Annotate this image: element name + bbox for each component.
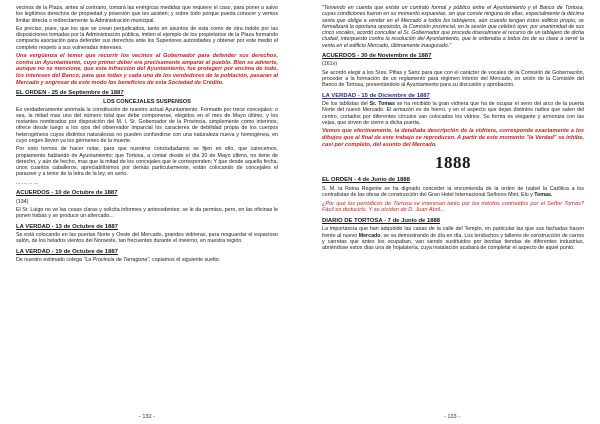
paragraph	[322, 101, 584, 126]
page-number-right: - 133 -	[443, 414, 461, 420]
editor-note: Una vergüenza el temer que recurrir los vecinos al Gobernador para defender sus derechos, contra un Ayuntamiento, cuyo primer deber era precisamente amparar al pueblo. Bien se advierte, aunque no se mencione, que esta infracción del Ayuntamiento, fue protegerr por encima de todo, los intereses del Banco, para que todas y cada uno de los vendedores de la población, pasaran al Mercado y engrosar de este modo los beneficios de esta Sociedad de Crédito.	[16, 53, 278, 86]
text-run: , se va demostrando de día en día. Los tenduchos y talleres de construcción de carros y carretas que antes los ocupaban, van siendo sustituidos por bonitas tiendas de diferentes industrias, abriéndose estos días una de hojalatería, cuya instalación acabará de completar el aspecto de aquel punto.	[322, 232, 584, 252]
text-run: , copiamos el siguiente suelto:	[149, 257, 221, 264]
section-heading: LA VERDAD - 13 de Octubre de 1887	[16, 223, 118, 230]
year-heading: 1888	[435, 153, 471, 173]
section-heading: DIARIO DE TORTOSA - 7 de Junio de 1888	[322, 217, 441, 224]
text-run: La importancia que han adquirido las casas de la calle del Templo, en particular las que sus fachadas hacen frente al nuevo	[322, 226, 584, 239]
page-number-left: - 132 -	[138, 414, 156, 420]
paragraph: Se acordó elegir a los Sres. Pifias y Sanz para que con el carácter de vocales de la Comisión de Gobernación, proceder a la formación de un reglamento para régimen interior del Mercado, en unión de la Comisión del Banco de Tortosa, presentándolo al Ayuntamiento para su discusión y aprobación.	[322, 69, 584, 89]
paragraph: Por esto hemos de hacer notar, para que nuestros conciudadanos se fijen en ello, que carecemos, propiamente hablando de Ayuntamiento; que Tortosa, a contar desde el día 20 de Mayo último, no tiene de derecho, y aún de hecho, mas que la mitad de los concejales que le corresponden; Y que desde aquella fecha, unos cuantos caballeros, apreciabilísimos por demás particularmente, están colocando de concejales el paraceer y a tenor de la letra de la ley, en serio.	[16, 146, 278, 178]
quoted-article: "Teniendo en cuenta que existe un contrato formal y público entre el Ayuntamiento y el Banco de Tortosa, cuyas condiciones fueron en su momento expuestas, sin que conste ninguna de ellas, especialmente la décima sexta que obliga a vender en el Mercado a todos los tablajeros, aún cuando tengan éstos edificio propio, se formalizará la oportuna oposición, la Comisión provincial, en la sesión que celebró ayer, por unanimidad de sus cinco vocales, acordó concultar al Sr. Gobernador que proceda disesalmare el recurso de un tablajero de dicha ciudad, interpuesto contra la resolución del Ayuntamiento, que le ordenaba a todos los de su clase a servir la venta en el edificio Mercado, últimamente inaugurado."	[322, 5, 584, 49]
paragraph: Es preciso, pues, que los que se crean perjudicados, tanto en asuntos de esta como de otra índole por las disposiciones tomadas por la Administración pública, imiten el ejemplo de los propietarios de la Plaza formando compacta asociación para defender sus derechos ante los Superiores autoridades y obtener por este medio el completo respeto a sus vulneradas intereses.	[16, 25, 278, 51]
section-heading: EL ORDEN - 25 de Septiembre de 1887	[16, 90, 124, 97]
section-heading: ACUERDOS - 10 de Octubre de 1887	[16, 189, 118, 196]
paragraph: Es verdaderamente anómala la constitución de nuestro actual Ayuntamiento. Formado por trece concejales: o sea, la mitad mas uno del número total que debe componerse, elegidos en el mes de Mayo último, y los restantes nombrados por disposición del M. I. Sr. Gobernador de la Provincia, simplemente como interinos, ofrece desde luego a los ojos del observador imparcial los caracteres de debilidad propia de los cuerpos heterogéneos cuyos distintos naturalezas no pueden confundirse con una naturaleza nueva y homogénea, en cuyo origen lleven ya los gérmenes de la muerte.	[16, 106, 278, 144]
section-subheading: LOS CONCEJALES SUSPENSOS	[103, 98, 191, 105]
paragraph	[322, 226, 584, 251]
section-heading: LA VERDAD - 19 de Octubre de 1887	[16, 248, 118, 255]
word-bold: Mercado	[358, 232, 381, 239]
paragraph: Se está colocando en las puertas Norte y Oeste del Mercado, grandes vidrieras, para resguardar el espacioso salón, de los helados vientos del Noroeste, tan frecuentes durante el invierno, en nuestra región.	[16, 232, 278, 245]
text-run: S. M. la Reina Regente se ha dignado conceder la encomienda de la orden de Isabel la Católica a los contratistas de las obras de construcción del Gran Hotel Internacional Señores Mint, Elu y	[322, 185, 584, 199]
right-page-column	[322, 5, 584, 413]
paragraph: vecinos de la Plaza, antes al contrario, tomará las enérgicas medidas que requiere el caso, para poner a salvo los legítimos derechos de propiedad y posesión que les asisten; y sobre todo porque pueda conocer y vemos limitar directa o indirectamente la Administración municipal.	[16, 5, 278, 24]
section-heading: LA VERDAD - 15 de Diciembre de 1887	[322, 92, 430, 99]
paragraph	[322, 186, 584, 199]
text-run: De los tablistas del	[322, 101, 370, 108]
reference-number: (161v)	[322, 61, 338, 68]
paragraph: El Sr. Luigo no ve las cosas claras y solicita informes y antecedentes; se le da permiso, pero, en las oficinas le ponen trabas y se produce un altercado...	[16, 207, 278, 220]
left-page-column	[16, 5, 278, 413]
name-bold: Tomas.	[534, 192, 553, 199]
reference-number: (134)	[16, 198, 29, 205]
name-bold: Sr. Tomas	[369, 101, 395, 108]
section-heading: EL ORDEN - 4 de Junio de 1888	[322, 177, 410, 184]
editor-note: Vemos que efectivamente, la detallada descripción de la vidriera, corresponde exactamente a los dibujos que al final de este trabajo se reproducen. A partir de este momento "la Verdad" se inhibe, casi por completo, del asunto del Mercado.	[322, 128, 584, 148]
text-run: De nuestro estimado colega	[16, 257, 84, 264]
newspaper-title: "La Provincia de Tarragona"	[83, 257, 150, 264]
ellipsis-line: ... ... ... ...	[16, 179, 39, 186]
paragraph	[16, 257, 278, 263]
section-heading: ACUERDOS - 30 de Noviembre de 1887	[322, 52, 432, 59]
editor-note: ¿Por qué los periódicos de Tortosa se interesan tanto por los méritos contraídos por el Señor Tomas? Fácil es deducirlo. Y se olvidan de D. Juan Abril...	[322, 200, 584, 214]
text-run: se ha recibido la gran vidriera que ha de ocupar el seno del arco de la puerta Norte del nuevo Mercado. El armazón es de hierro, y en el aspecto que dejan distintos radios que salen del centro, cortados por diferentes círculos van colocados los vidrios. Su forma es elegante y armoniza con las vejas, que sirven de cierre a dicha puerta.	[322, 101, 584, 126]
